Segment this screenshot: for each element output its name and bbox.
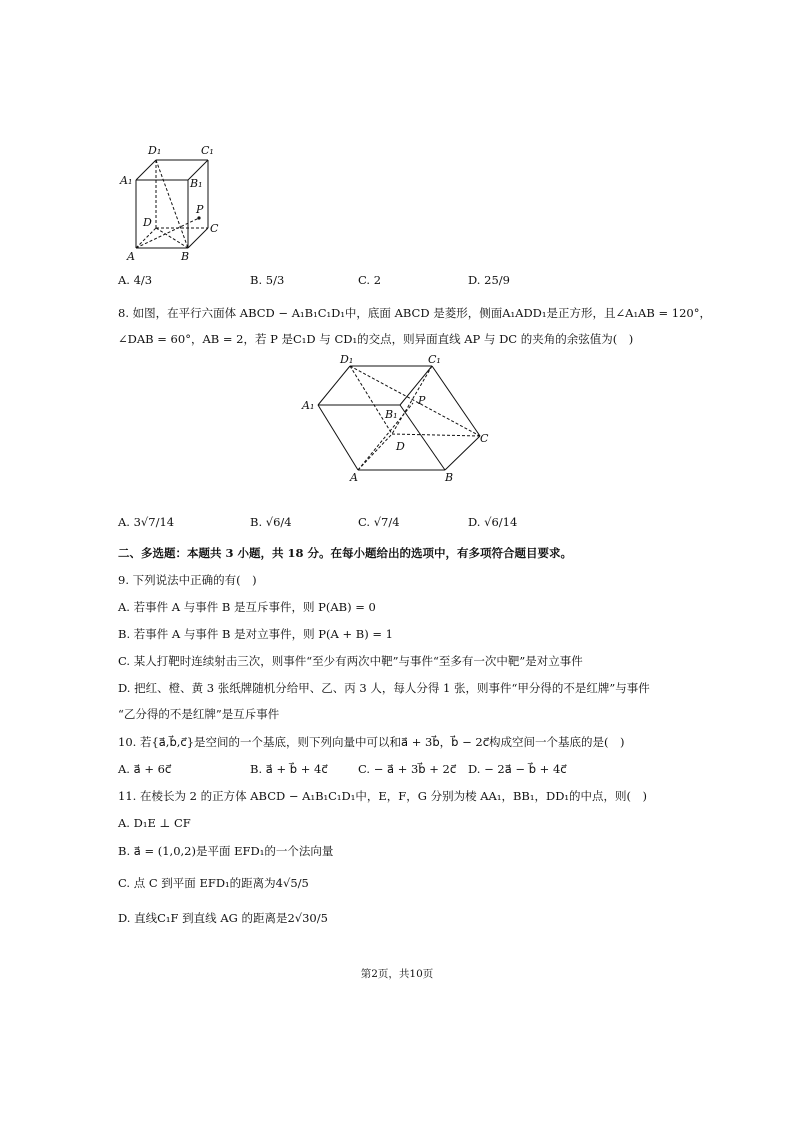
- q9-option-d-line1: D. 把红、橙、黄 3 张纸牌随机分给甲、乙、丙 3 人，每人分得 1 张，则事件“甲分得的不是红牌”与事件: [118, 681, 650, 695]
- q10-option-b: B. a⃗ + b⃗ + 4c⃗: [250, 762, 328, 776]
- q7-option-b: B. 5/3: [250, 273, 285, 287]
- figure-cuboid: [115, 140, 225, 265]
- q10-option-d: D. − 2a⃗ − b⃗ + 4c⃗: [468, 762, 567, 776]
- q11-option-b: B. a⃗ = (1,0,2)是平面 EFD₁的一个法向量: [118, 844, 334, 858]
- label-A1: A₁: [120, 174, 133, 187]
- q9-option-d-line2: “乙分得的不是红牌”是互斥事件: [118, 707, 280, 721]
- q10-option-c: C. − a⃗ + 3b⃗ + 2c⃗: [358, 762, 457, 776]
- q8-option-a: A. 3√7/14: [118, 515, 175, 529]
- figure-parallelepiped: [300, 350, 500, 485]
- label2-C1: C₁: [428, 353, 441, 366]
- label2-B1: B₁: [385, 408, 398, 421]
- label2-C: C: [480, 432, 489, 445]
- q11-option-d: D. 直线C₁F 到直线 AG 的距离是2√30/5: [118, 911, 328, 925]
- label2-D: D: [396, 440, 405, 453]
- q9-option-c: C. 某人打靶时连续射击三次，则事件“至少有两次中靶”与事件“至多有一次中靶”是对立事件: [118, 654, 583, 668]
- q7-option-d: D. 25/9: [468, 273, 510, 287]
- q10-stem: 10. 若{a⃗,b⃗,c⃗}是空间的一个基底，则下列向量中可以和a⃗ + 3b⃗，b⃗ − 2c⃗构成空间一个基底的是( ): [118, 735, 625, 749]
- label2-D1: D₁: [340, 353, 354, 366]
- label-D1: D₁: [148, 144, 162, 157]
- label2-P: P: [418, 394, 426, 407]
- q10-option-a: A. a⃗ + 6c⃗: [118, 762, 172, 776]
- q11-option-c: C. 点 C 到平面 EFD₁的距离为4√5/5: [118, 876, 309, 890]
- q7-option-a: A. 4/3: [118, 273, 153, 287]
- label2-B: B: [445, 471, 454, 484]
- q8-option-c: C. √7/4: [358, 515, 400, 529]
- section-heading: 二、多选题：本题共 3 小题，共 18 分。在每小题给出的选项中，有多项符合题目要求。: [118, 546, 573, 560]
- label-C: C: [210, 222, 219, 235]
- label-D: D: [143, 216, 152, 229]
- label2-A: A: [350, 471, 358, 484]
- q9-option-b: B. 若事件 A 与事件 B 是对立事件，则 P(A + B) = 1: [118, 627, 393, 641]
- q11-stem: 11. 在棱长为 2 的正方体 ABCD − A₁B₁C₁D₁中，E，F，G 分别为棱 AA₁，BB₁，DD₁的中点，则( ): [118, 789, 648, 803]
- label-C1: C₁: [201, 144, 214, 157]
- q9-option-a: A. 若事件 A 与事件 B 是互斥事件，则 P(AB) = 0: [118, 600, 376, 614]
- q8-stem-line2: ∠DAB = 60°，AB = 2，若 P 是C₁D 与 CD₁的交点，则异面直线 AP 与 DC 的夹角的余弦值为( ): [118, 332, 634, 346]
- q8-stem-line1: 8. 如图，在平行六面体 ABCD − A₁B₁C₁D₁中，底面 ABCD 是菱形，侧面A₁ADD₁是正方形，且∠A₁AB = 120°，: [118, 306, 711, 320]
- page-footer: 第2页，共10页: [360, 968, 434, 980]
- label2-A1: A₁: [302, 399, 315, 412]
- label-B: B: [181, 250, 190, 263]
- q9-stem: 9. 下列说法中正确的有( ): [118, 573, 257, 587]
- label-A: A: [127, 250, 135, 263]
- label-B1: B₁: [190, 177, 203, 190]
- label-P: P: [196, 203, 204, 216]
- q8-option-b: B. √6/4: [250, 515, 292, 529]
- q11-option-a: A. D₁E ⊥ CF: [118, 816, 191, 830]
- q7-option-c: C. 2: [358, 273, 382, 287]
- q8-option-d: D. √6/14: [468, 515, 518, 529]
